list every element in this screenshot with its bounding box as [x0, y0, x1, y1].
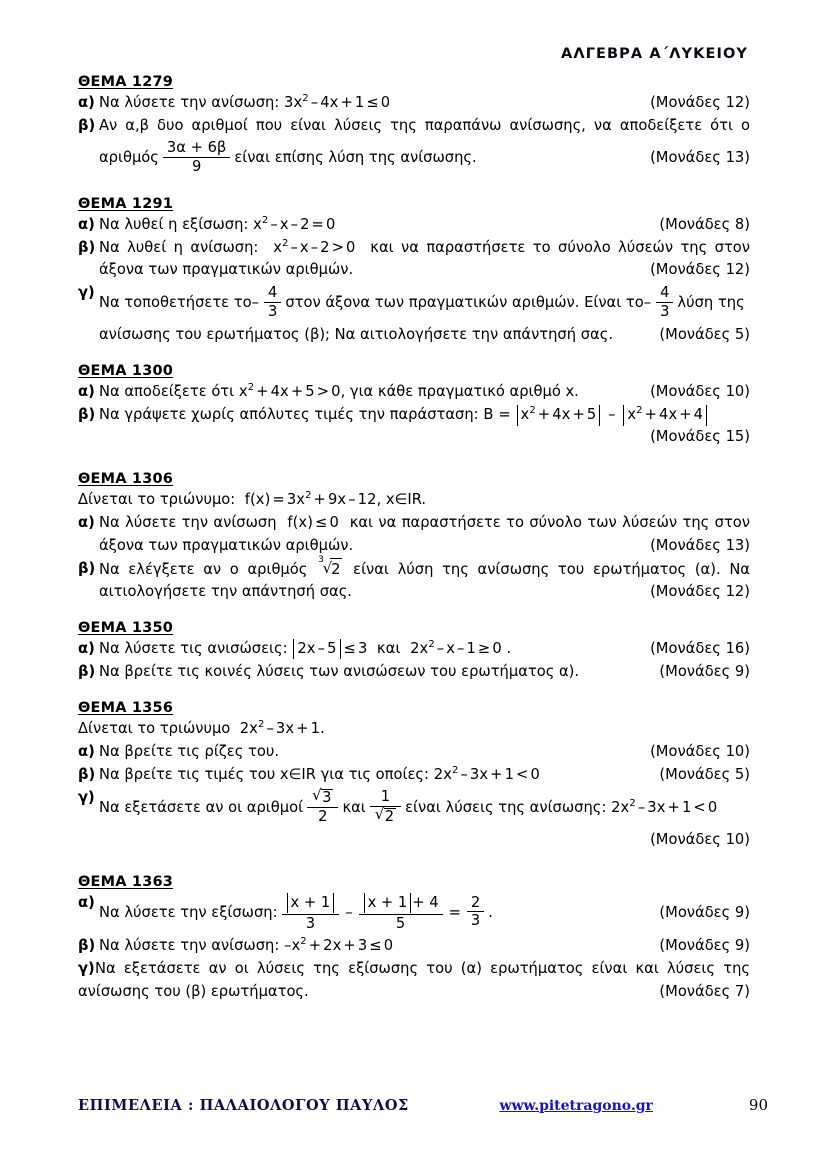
item-body [99, 661, 750, 683]
item-text-prefix: Να αποδείξετε ότι [99, 383, 235, 401]
fraction-numerator [282, 893, 340, 914]
equals-sign: = [448, 903, 461, 921]
item-text: Να βρείτε τις κοινές λύσεις των ανισώσεων του ερωτήματος α). [99, 662, 580, 680]
math-expression: $2x^2 - 3x + 1 < 0$ [606, 797, 718, 816]
math-expression: 2x – 5 ≤ 3 και $2x^2 - x - 1 \ge 0$ . [288, 638, 512, 660]
minus-sign: – [643, 294, 652, 312]
exercise-item [78, 381, 750, 403]
item-label: α) [78, 94, 95, 111]
item-text-suffix: , για κάθε πραγματικό αριθμό x. [340, 383, 579, 401]
item-label: α) [78, 383, 95, 401]
item-text: Να λυθεί η ανίσωση: $x^2 - x - 2 > 0$ και να παραστήσετε το σύνολο λύσεών της στον [99, 238, 750, 257]
intro-prefix: Δίνεται το τριώνυμο: [78, 491, 236, 509]
absolute-value-group: $x^2 + 4x + 4$ [623, 405, 707, 425]
marks-label: (Μονάδες 16) [650, 639, 750, 657]
item-body [99, 512, 750, 556]
exercise-item [78, 892, 750, 934]
theme-intro [78, 489, 750, 511]
exercise-item [78, 92, 750, 114]
exercise-item [78, 115, 750, 179]
marks-label: (Μονάδες 10) [650, 383, 750, 401]
exercise-item-continuation [78, 981, 750, 1003]
item-text-middle: και [342, 798, 366, 816]
item-text-prefix: Να λύσετε τις ανισώσεις: [99, 639, 288, 657]
page-footer [78, 1096, 768, 1114]
item-body [99, 554, 750, 603]
math-lhs: Β = [483, 406, 511, 424]
item-text: Αν α,β δυο αριθμοί που είναι λύσεις της παραπάνω ανίσωσης, να αποδείξετε ότι ο [99, 117, 750, 135]
fraction-numerator: 4 [267, 284, 278, 302]
item-text-prefix: αριθμός [99, 149, 159, 167]
item-label: α) [78, 514, 95, 532]
footer-page-number: 90 [748, 1096, 768, 1114]
fraction-denominator: 9 [163, 157, 230, 174]
footer-website-link[interactable]: www.pitetragono.gr [499, 1098, 653, 1114]
fraction [656, 285, 673, 319]
theme-block-1363 [78, 874, 750, 1003]
math-expression: $2x^2 - 3x + 1 < 0$ [428, 764, 540, 783]
intro-prefix: Δίνεται το τριώνυμο [78, 719, 231, 737]
marks-label: (Μονάδες 15) [650, 428, 750, 446]
math-expression: $3x^2 - 4x + 1 \le 0$ [279, 93, 391, 111]
root-index: √ 3 [318, 554, 324, 565]
marks-label: (Μονάδες 10) [650, 830, 750, 848]
fraction-denominator: 3 [656, 302, 673, 319]
absolute-value-group: x + 1 [287, 893, 335, 913]
minus-sign: – [345, 903, 353, 921]
item-text-prefix: Να βρείτε τις τιμές του x∈IR για τις οποίες: [99, 765, 429, 783]
theme-block-1350 [78, 620, 750, 683]
exercise-item [78, 237, 750, 281]
exercise-item [78, 404, 750, 448]
marks-label: (Μονάδες 12) [650, 261, 750, 279]
item-label: α) [78, 742, 95, 760]
minus-sign: – [608, 406, 616, 424]
item-text-prefix: Να λύσετε την ανίσωση: [99, 936, 280, 954]
item-body [99, 237, 750, 281]
item-label: β) [78, 117, 96, 135]
fraction-numerator: 1 [380, 788, 391, 806]
math-expression: $x^2 - x - 2 = 0$ [248, 215, 336, 234]
footer-credit: ΕΠΙΜΕΛΕΙΑ : ΠΑΛΑΙΟΛΟΓΟΥ ΠΑΥΛΟΣ [78, 1097, 409, 1114]
fraction [359, 893, 443, 932]
numerator-tail: + 4 [412, 893, 439, 911]
item-body [99, 787, 750, 851]
theme-intro [78, 718, 750, 740]
item-text: Να βρείτε τις ρίζες του. [99, 742, 280, 760]
fraction [264, 285, 281, 319]
intro-suffix: , x∈IR. [376, 491, 427, 509]
theme-title: ΘΕΜΑ 1300 [78, 363, 174, 380]
minus-sign: – [251, 294, 259, 312]
exercise-item [78, 554, 750, 603]
item-label: γ) [78, 959, 95, 977]
absolute-value-group: $x^2 + 4x + 5$ [517, 405, 601, 425]
item-text-middle: στον άξονα των πραγματικών αριθμών. Είναι το [285, 294, 644, 312]
item-label: β) [78, 559, 96, 577]
item-text-second-line: ανίσωσης του (β) ερωτήματος. [78, 983, 309, 1001]
fraction-numerator: 3α + 6β [166, 139, 227, 157]
item-text-second-line: άξονα των πραγματικών αριθμών. [99, 536, 354, 554]
item-body [99, 214, 750, 236]
item-text-suffix: λύση της [677, 294, 745, 312]
item-text-prefix: Να τοποθετήσετε το [99, 294, 252, 312]
item-text: Να ελέγξετε αν ο αριθμός √ 3 2 είναι λύση της ανίσωσης του ερωτήματος (α). Να [99, 558, 750, 581]
exercise-item [78, 214, 750, 236]
theme-block-1291 [78, 196, 750, 346]
item-body [99, 764, 750, 786]
fraction [467, 895, 484, 929]
fraction-denominator: 3 [264, 302, 281, 319]
item-body [99, 741, 750, 763]
theme-title: ΘΕΜΑ 1279 [78, 74, 174, 90]
cube-root [318, 554, 342, 581]
theme-title: ΘΕΜΑ 1291 [78, 196, 174, 213]
theme-title: ΘΕΜΑ 1350 [78, 619, 174, 636]
marks-label: (Μονάδες 9) [659, 662, 750, 680]
item-body [99, 638, 750, 660]
item-label: β) [78, 936, 96, 954]
fraction-denominator [370, 806, 401, 824]
fraction-numerator: 2 [470, 894, 481, 911]
theme-block-1306 [78, 471, 750, 602]
theme-title: ΘΕΜΑ 1356 [78, 699, 174, 716]
theme-block-1300 [78, 363, 750, 448]
square-root: √ 2 [375, 808, 396, 824]
item-body [99, 381, 750, 403]
fraction-denominator: 2 [307, 807, 338, 824]
marks-label: (Μονάδες 9) [659, 903, 750, 921]
item-label: α) [78, 639, 95, 657]
math-expression: $-x^2 + 2x + 3 \le 0$ [279, 936, 394, 954]
fraction [307, 789, 338, 824]
item-text-prefix: Να λύσετε την εξίσωση: [99, 903, 278, 921]
item-text-second-line: αιτιολογήσετε την απάντησή σας. [99, 582, 352, 600]
theme-block-1356 [78, 700, 750, 851]
marks-label: (Μονάδες 5) [659, 326, 750, 344]
item-text-second-line: άξονα των πραγματικών αριθμών. [99, 261, 354, 279]
math-expression: $x^2 + 4x + 5 > 0$ [234, 382, 341, 401]
marks-label: (Μονάδες 5) [659, 765, 750, 783]
marks-label: (Μονάδες 12) [650, 582, 750, 600]
fraction-numerator: 4 [660, 284, 670, 302]
fraction-denominator: 5 [359, 914, 443, 931]
fraction-numerator [359, 893, 443, 914]
item-text: Να λύσετε την ανίσωση f(x) ≤ 0 και να παραστήσετε το σύνολο των λύσεών της στον [99, 514, 750, 532]
fraction-denominator: 3 [467, 911, 484, 928]
item-text-prefix: Να εξετάσετε αν οι αριθμοί [99, 798, 304, 816]
absolute-value-group: x + 1 [364, 893, 412, 913]
item-label: γ) [78, 284, 95, 302]
exercise-item [78, 764, 750, 786]
item-label: α) [78, 893, 95, 911]
exercise-item [78, 935, 750, 957]
math-expression: $f(x) = 3x^2 + 9x - 12$ [239, 490, 377, 509]
item-text-suffix: είναι επίσης λύση της ανίσωσης. [234, 149, 477, 167]
document-header-title: ΑΛΓΕΒΡΑ Α΄ΛΥΚΕΙΟΥ [561, 46, 748, 62]
exercise-item [78, 958, 750, 980]
marks-label: (Μονάδες 10) [650, 742, 750, 760]
item-body [78, 981, 750, 1003]
item-body [99, 282, 750, 346]
item-body [99, 404, 750, 448]
fraction [163, 140, 230, 174]
marks-label: (Μονάδες 12) [650, 94, 750, 111]
marks-label: (Μονάδες 9) [659, 936, 750, 954]
exercise-item [78, 661, 750, 683]
square-root: √ 3 [312, 789, 333, 805]
item-body [99, 115, 750, 179]
period: . [488, 903, 493, 921]
marks-label: (Μονάδες 13) [650, 149, 750, 167]
marks-label: (Μονάδες 7) [659, 983, 750, 1001]
math-expression: $2x^2 - 3x + 1$ [234, 718, 321, 737]
item-label: β) [78, 765, 96, 783]
item-text-prefix: Να γράψετε χωρίς απόλυτες τιμές την παράσταση: [99, 406, 479, 424]
math-expression [479, 404, 709, 426]
absolute-value-group: 2x – 5 [293, 639, 340, 659]
theme-block-1279 [78, 74, 750, 179]
item-label: β) [78, 239, 96, 257]
item-body [95, 958, 750, 980]
fraction [370, 789, 401, 824]
exercise-item [78, 512, 750, 556]
exercise-item [78, 638, 750, 660]
item-label: β) [78, 662, 96, 680]
page-content [78, 46, 750, 1020]
item-label: β) [78, 406, 96, 424]
item-text-suffix: είναι λύσεις της ανίσωσης: [405, 798, 607, 816]
item-label: γ) [78, 788, 95, 806]
exercise-item [78, 282, 750, 346]
item-text-second-line: ανίσωσης του ερωτήματος (β); Να αιτιολογήσετε την απάντησή σας. [99, 326, 613, 344]
root-radicand: 2 [330, 558, 342, 581]
item-text: Να λυθεί η εξίσωση: [99, 216, 249, 234]
item-text: Να λύσετε την ανίσωση: [99, 94, 280, 111]
item-label: α) [78, 216, 95, 234]
fraction-denominator: 3 [282, 914, 340, 931]
item-text: Να εξετάσετε αν οι λύσεις της εξίσωσης του (α) ερωτήματος είναι και λύσεις της [95, 959, 750, 977]
theme-title: ΘΕΜΑ 1363 [78, 873, 174, 890]
negative-fraction [252, 286, 286, 320]
item-body [99, 935, 750, 957]
item-body [99, 92, 750, 114]
marks-label: (Μονάδες 8) [659, 216, 750, 234]
item-body [99, 892, 750, 934]
fraction [282, 893, 340, 932]
fraction-numerator [307, 789, 338, 806]
theme-title: ΘΕΜΑ 1306 [78, 471, 174, 488]
negative-fraction [644, 286, 678, 320]
intro-suffix: . [320, 719, 325, 737]
exercise-item [78, 787, 750, 851]
marks-label: (Μονάδες 13) [650, 536, 750, 554]
exercise-item [78, 741, 750, 763]
